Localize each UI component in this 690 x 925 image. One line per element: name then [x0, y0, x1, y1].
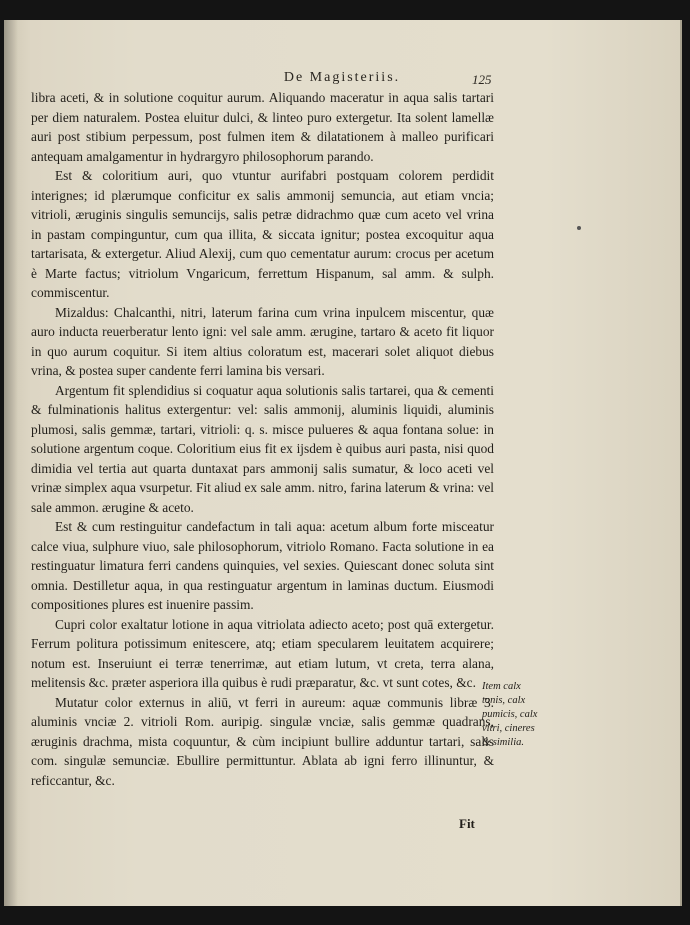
paragraph: Est & cum restinguitur candefactum in tali aqua: acetum album forte misceatur calce viua, sulphure viuo, sale philosophorum, vitriolo Romano. Facta solutione in ea restinguatur limatura ferri candens quinquies, vel sexies. Quiescant donec soluta sint omnia. Destilletur aqua, in qua restinguatur argentum in laminas ductum. Eiusmodi compositiones plures est inuenire passim.	[31, 519, 494, 612]
paper-speck	[577, 226, 581, 230]
paragraph: Argentum fit splendidius si coquatur aqua solutionis salis tartarei, qua & cementi & fulminationis halitus extergentur: vel: salis ammonij, aluminis liquidi, aluminis plumosi, salis gemmæ, tartari, vitrioli: q. s. misce pulueres & aqua fontana solue: in solutione argentum coque. Coloritium eius fit ex ijsdem è quibus auri pasta, nisi quod dimidia vel tertia aut quarta duntaxat pars ammonij salis sumatur, & loco aceti vel vrinæ simplex aqua vsurpetur. Fit aliud ex sale amm. nitro, farina laterum & vrina: vel sale ammon. ærugine & aceto.	[31, 382, 494, 515]
page-number: 125	[472, 72, 492, 87]
running-title: De Magisteriis.	[283, 70, 401, 85]
marginal-note: Item calx tonis, calx pumicis, calx vitri, cineres & similia.	[482, 681, 538, 748]
book-page	[4, 20, 682, 906]
page-gutter-shadow	[4, 20, 18, 906]
body-text	[31, 88, 494, 790]
catchword: Fit	[459, 816, 475, 831]
paragraph: Est & coloritium auri, quo vtuntur aurifabri postquam colorem perdidit interignes; id plærumque conficitur ex salis ammonij semuncia, aut etiam vncia; vitrioli, æruginis singulis semuncijs, salis petræ didrachmo quæ cum aceto vel vrina in pastam compinguntur, cum qua illita, & siccata ignitur; postea excoquitur aqua tartarisata, & extergetur. Aliud Alexij, cum quo cementatur aurum: crocus per acetum è Marte factus; vitriolum Vngaricum, ferrettum Hispanum, sal amm. & sulph. commiscentur.	[31, 168, 494, 300]
paragraph: libra aceti, & in solutione coquitur aurum. Aliquando maceratur in aqua salis tartari per diem naturalem. Postea eluitur dulci, & linteo puro extergetur. Ita solent lamellæ auri post stibium perpessum, post fulmen item & dilatationem à malleo purificari antequam amalgamentur in hydrargyro philosophorum parando.	[31, 90, 494, 164]
paragraph: Mizaldus: Chalcanthi, nitri, laterum farina cum vrina inpulcem miscentur, quæ auro inducta reuerberatur lento igni: vel sale amm. ærugine, tartaro & aceto fit liquor in quo aurum coquitur. Si item altius coloratum est, macerari solet aliquot diebus vrina, & postea super candente ferri lamina bis versari.	[31, 304, 494, 378]
paragraph: Mutatur color externus in aliū, vt ferri in aureum: aquæ communis libræ 3. aluminis vnciæ 2. vitrioli Rom. auripig. singulæ vnciæ, salis gemmæ quadrans, æruginis drachma, mista coquuntur, & cùm incipiunt bullire adduntur tartari, salis com. singulæ semunciæ. Ebullire permittuntur. Ablata ab igni ferro illinuntur, & reficcantur, &c.	[31, 694, 494, 788]
paragraph: Cupri color exaltatur lotione in aqua vitriolata adiecto aceto; post quā extergetur. Ferrum politura potissimum enitescere, atq; etiam specularem leuitatem acquirere; notum est. Inseruiunt ei terræ tenerrimæ, aut etiam lutum, vt creta, terra alana, melitensis &c. præter asperiora illa quibus è rudi præparatur, &c. vt sunt cotes, &c.	[31, 616, 494, 690]
